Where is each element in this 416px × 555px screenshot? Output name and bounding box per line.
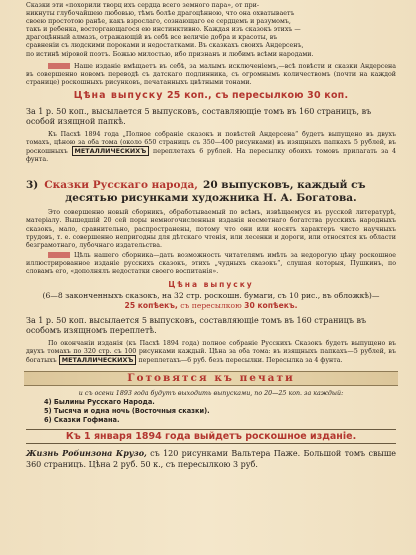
edition-description-text: Наше изданіе вмѣщаетъ въ себѣ, за малымъ исключеніемъ,—всѣ повѣсти и сказки Андерсена въ совершенно новомъ переводѣ съ датскаго подлинника, съ огромнымъ количествомъ (почти на каждой странице) роскошныхъ рисунковъ, печатанныхъ цвѣтными тонами. <box>26 62 396 86</box>
edition-description <box>26 63 396 87</box>
price-value: 25 коп., съ пересылкою 30 коп. <box>166 89 349 101</box>
section-title: Сказки Русскаго народа, <box>44 179 198 192</box>
price-label: Цѣна выпуску <box>73 89 164 101</box>
section-title-rest: 20 выпусковъ, каждый съ <box>203 179 366 192</box>
section-3-description: Это совершенно новый сборникъ, обработываемый по всѣмъ, извѣщаемуся въ русской литературѣ, матеріалу. Вышедшій 20 сей поры немногочисленныя изданія несметнаго богатства русскихъ народныхъ сказокъ, мало, сравнительно, распространены, потому что они или носятъ характеръ чисто научныхъ трудовъ, т. е. совершенно непригодны для дѣтскаго чтенія, или лесенки и дороги, или относятся къ области безграмотнаго, лубочнаго издательства. <box>26 209 396 249</box>
forthcoming-item: 6) Сказки Гофмана. <box>44 416 120 425</box>
robinson-details: съ 120 рисунками Вальтера Паже. Большой томъ свыше 360 страницъ. Цѣна 2 руб. 50 к., съ пересылкою 3 руб. <box>26 449 396 469</box>
subscription-line-2: За 1 р. 50 коп. высылается 5 выпусковъ, составляющіе томъ въ 160 страницъ въ особомъ изящномъ переплетѣ. <box>26 316 367 336</box>
price-red-value: 30 копѣекъ. <box>244 301 298 311</box>
volume-info-1 <box>26 131 396 164</box>
forthcoming-item: 4) Былины Русскаго Народа. <box>44 398 155 407</box>
metallic-binding-badge: МЕТАЛЛИЧЕСКИХЪ <box>59 355 137 365</box>
section-3-subtitle: десятью рисунками художника Н. А. Богатова. <box>65 192 357 205</box>
volume-info-text: По окончаніи изданія (къ Пасхѣ 1894 года) полное собраніе Русскихъ Сказокъ будетъ выпущено въ двухъ томахъ по 320 стр. съ 100 рисунками каждый. Цѣна за оба тома: въ изящныхъ папкахъ—5 рублей, въ богатыхъ <box>26 340 396 365</box>
forthcoming-banner: Готовятся къ печати <box>24 371 398 386</box>
section-3-heading <box>26 173 396 192</box>
forthcoming-note: и съ осени 1893 года будутъ выходить выпусками, по 20—25 коп. за каждый: <box>78 390 344 398</box>
january-announcement: Къ 1 января 1894 года выйдетъ роскошное изданіе. <box>26 429 396 444</box>
intro-line: по истинѣ міровой поэтъ. Божью милостью, ибо признанъ и любимъ всѣми народами. <box>26 50 314 58</box>
metallic-binding-badge: МЕТАЛЛИЧЕСКИХЪ <box>72 146 150 156</box>
intro-paragraph <box>26 2 396 59</box>
price-heading-2: Цѣна выпуску <box>168 280 254 290</box>
intro-line: никнуты глубочайшею любовью, тѣмъ болѣе драгоцѣнною, что она охватываетъ <box>26 10 295 18</box>
price-red-value: 25 копѣекъ, <box>124 301 178 311</box>
margin-mark-icon <box>48 63 70 69</box>
intro-line: сравненіи съ людскими пороками и недостатками. Въ сказкахъ своихъ Андерсенъ, <box>26 42 304 50</box>
price-red-text: съ пересылкою <box>180 301 242 311</box>
price-line-1 <box>26 90 396 102</box>
forthcoming-item: 5) Тысяча и одна ночь (Восточныя сказки). <box>44 407 210 416</box>
intro-line: такъ и ребенка, восторгающагося ею инстинктивно. Каждая изъ сказокъ этихъ — <box>26 26 301 34</box>
intro-line: Сказки эти «похорили творц ихъ сердца всего земного пара», от при- <box>26 2 259 9</box>
subscription-line-1: За 1 р. 50 коп., высылается 5 выпусковъ, составляющіе томъ въ 160 страницъ, въ особой изящной папкѣ. <box>26 106 372 126</box>
price-line-2 <box>26 291 396 311</box>
section-3-purpose-text: Цѣль нашего сборника—дать возможность читателямъ имѣть за недорогую цѣну роскошное иллюстрированное изданіе русскихъ сказокъ, этихъ „чудныхъ сказокъ“, слушая которыя, Пушкинъ, по словамъ его, «дополнялъ недостатки своего воспитанія». <box>26 251 396 275</box>
section-3-purpose <box>26 252 396 276</box>
volume-info-text: Къ Пасхѣ 1894 года „Полное собраніе сказокъ и повѣстей Андерсена“ будетъ выпущено въ двухъ томахъ, цѣною за оба тома (около 650 страницъ съ 350—400 рисунками) въ изящныхъ папкахъ 5 рублей, въ роскошныхъ <box>26 130 396 156</box>
volume-info-2 <box>26 340 396 365</box>
price-paren-text: (6—8 законченныхъ сказокъ, на 32 стр. роскошн. бумаги, съ 10 рис., въ обложкѣ)— <box>42 291 380 301</box>
margin-mark-icon <box>48 252 70 258</box>
intro-line: драгоцѣнный алмазъ, отражающій въ себѣ все величіе добра и красоты, въ <box>26 34 278 42</box>
robinson-crusoe-ad <box>26 448 396 470</box>
volume-info-text: переплетахъ—6 руб. безъ пересылки. Пересылка за 4 фунта. <box>138 357 343 365</box>
intro-line: своею простотою ранѣе, какъ взрослаго, сознающаго ее сердцемъ и разумомъ, <box>26 18 291 26</box>
robinson-title: Жизнь Робинзона Крузо, <box>26 448 147 459</box>
section-number: 3) <box>26 179 39 192</box>
volume-info-text: переплетахъ 6 рублей. На пересылку обоихъ томовъ прилагать за 4 фунта. <box>26 148 396 164</box>
